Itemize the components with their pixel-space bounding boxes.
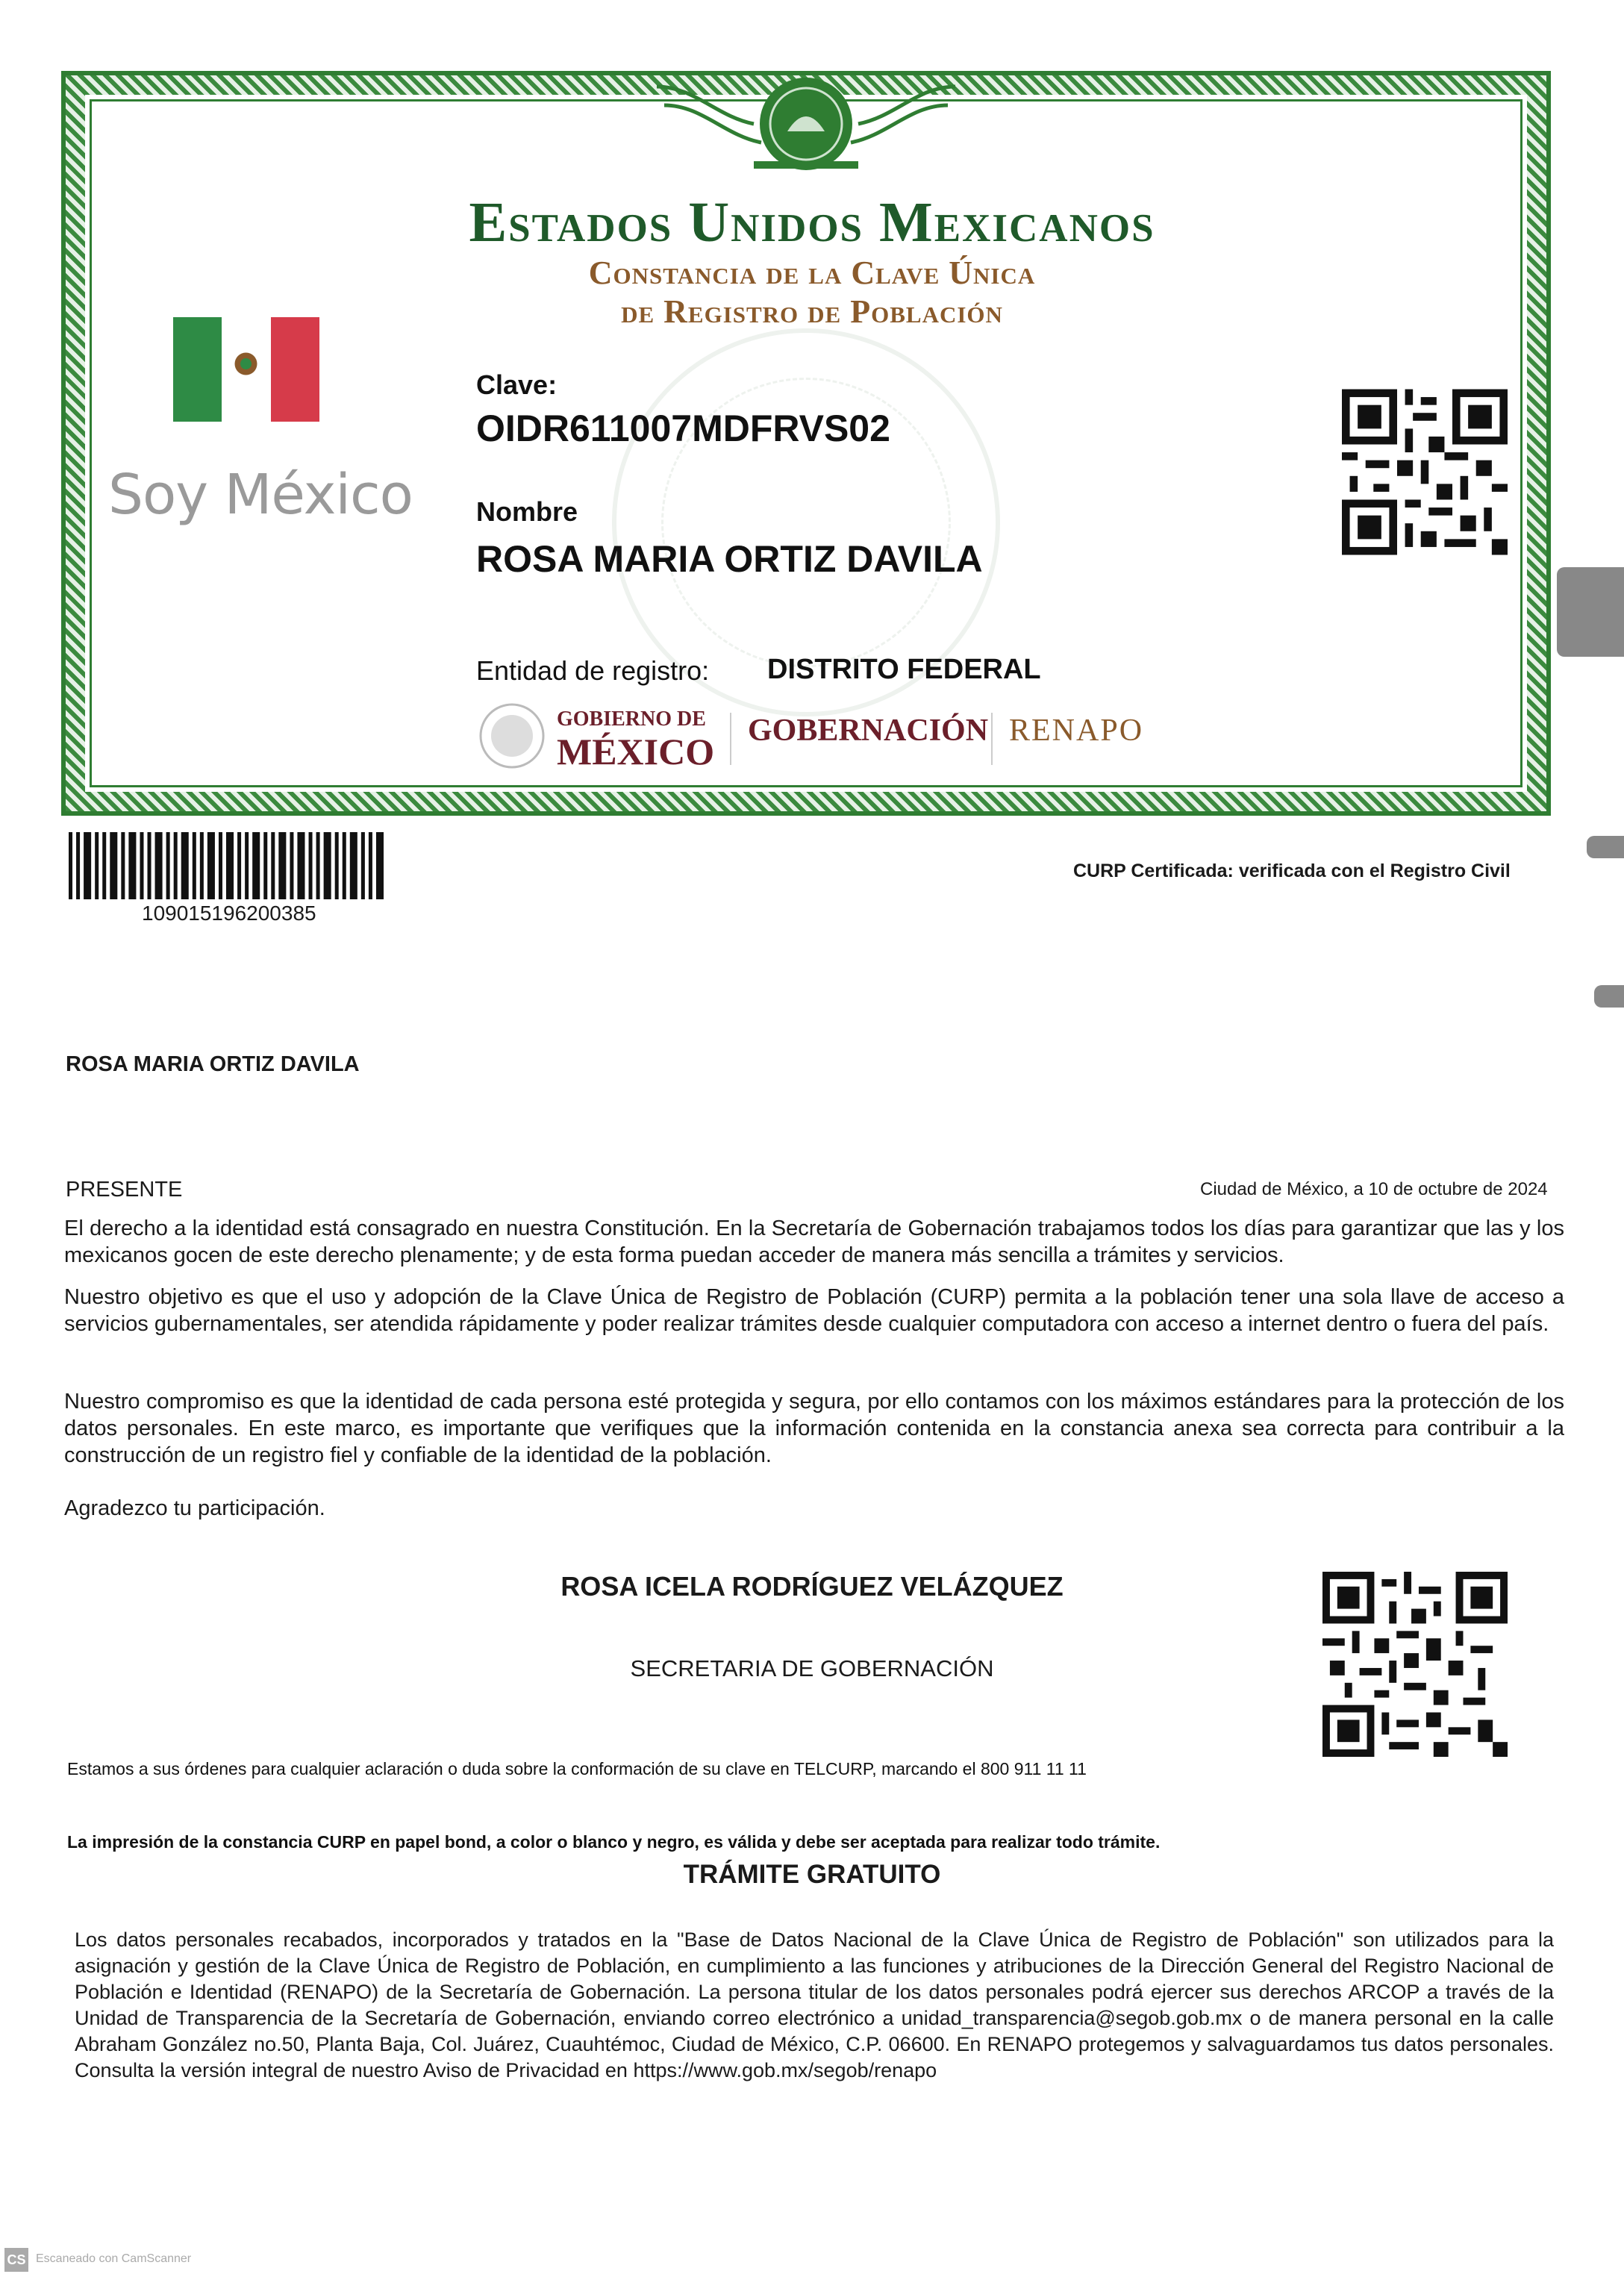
barcode <box>69 832 384 899</box>
paragraph-identity-right: El derecho a la identidad está consagrado en nuestra Constitución. En la Secretaría de Gobernación trabajamos todos los días para garantizar que las y los mexicanos gocen de este derecho plenamente; y de esta forma puedan acceder de manera más sencilla a trámites y servicios. <box>64 1216 1564 1267</box>
barcode-number: 109015196200385 <box>142 902 316 925</box>
document-title-line2: de Registro de Población <box>621 293 1003 330</box>
nombre-value: ROSA MARIA ORTIZ DAVILA <box>476 538 983 580</box>
free-procedure-notice: TRÁMITE GRATUITO <box>683 1860 941 1889</box>
nombre-label: Nombre <box>476 496 578 527</box>
paragraph-commitment: Nuestro compromiso es que la identidad de cada persona esté protegida y segura, por ello contamos con los máximos estándares para la protección de los datos personales. En este marco, es importante que verifiques que la información contenida en la constancia anexa sea correcta para contribuir a la construcción de un registro fiel y confiable de la identidad de la población. <box>64 1390 1564 1467</box>
document-title-line1: Constancia de la Clave Única <box>588 254 1036 291</box>
contact-note: Estamos a sus órdenes para cualquier aclaración o duda sobre la conformación de su clave en TELCURP, marcando el 800 911 11 11 <box>67 1759 1087 1778</box>
gobernacion-logo: GOBERNACIÓN <box>748 713 989 748</box>
country-title: Estados Unidos Mexicanos <box>469 191 1155 254</box>
closing: Agradezco tu participación. <box>64 1496 325 1520</box>
gobierno-de-mexico-logo-line2: MÉXICO <box>557 731 715 772</box>
recipient-name: ROSA MARIA ORTIZ DAVILA <box>66 1052 360 1076</box>
privacy-notice: Los datos personales recabados, incorporados y tratados en la "Base de Datos Nacional de la Clave Única de Registro de Población" son utilizados para la asignación y gestión de la Clave Única de Registro de Población, en cumplimiento a las funciones y atribuciones de la Dirección General del Registro Nacional de Población e Identidad (RENAPO) de la Secretaría de Gobernación. La persona titular de los datos personales podrá ejercer sus derechos ARCOP a través de la Unidad de Transparencia de la Secretaría de Gobernación, enviando correo electrónico a unidad_transparencia@segob.gob.mx o de manera personal en la calle Abraham González no.50, Planta Baja, Col. Juárez, Cuauhtémoc, Ciudad de México, C.P. 06600. En RENAPO protegemos y salvaguardamos tus datos personales. Consulta la versión integral de nuestro Aviso de Privacidad en https://www.gob.mx/segob/renapo <box>75 1928 1554 2081</box>
mexico-flag-icon <box>173 317 319 422</box>
clave-label: Clave: <box>476 369 558 400</box>
signer-name: ROSA ICELA RODRÍGUEZ VELÁZQUEZ <box>560 1571 1064 1602</box>
signer-title: SECRETARIA DE GOBERNACIÓN <box>630 1655 994 1681</box>
letter-date: Ciudad de México, a 10 de octubre de 2024 <box>1200 1179 1548 1199</box>
letter-qr-code <box>1322 1567 1508 1761</box>
entidad-label: Entidad de registro: <box>476 655 710 686</box>
greeting: PRESENTE <box>66 1178 183 1202</box>
certified-note: CURP Certificada: verificada con el Registro Civil <box>1073 860 1511 881</box>
paragraph-objective: Nuestro objetivo es que el uso y adopción de la Clave Única de Registro de Población (CURP) permita a la población tener una sola llave de acceso a servicios gubernamentales, ser atendida rápidamente y poder realizar trámites desde cualquier computadora con acceso a internet dentro o fuera del país. <box>64 1285 1564 1336</box>
coat-of-arms-icon <box>478 702 546 770</box>
print-validity-note: La impresión de la constancia CURP en papel bond, a color o blanco y negro, es válida y debe ser aceptada para realizar todo trámite. <box>67 1832 1161 1852</box>
certificate-qr-code <box>1342 384 1508 560</box>
camscanner-icon: CS <box>4 2248 28 2272</box>
national-crest-icon <box>649 72 963 184</box>
entidad-value: DISTRITO FEDERAL <box>767 654 1041 685</box>
soy-mexico-slogan: Soy México <box>108 463 413 527</box>
clave-value: OIDR611007MDFRVS02 <box>476 407 890 449</box>
scanner-watermark: Escaneado con CamScanner <box>36 2252 192 2265</box>
gobierno-de-mexico-logo-line1: GOBIERNO DE <box>557 708 706 731</box>
renapo-logo: RENAPO <box>1009 713 1144 748</box>
